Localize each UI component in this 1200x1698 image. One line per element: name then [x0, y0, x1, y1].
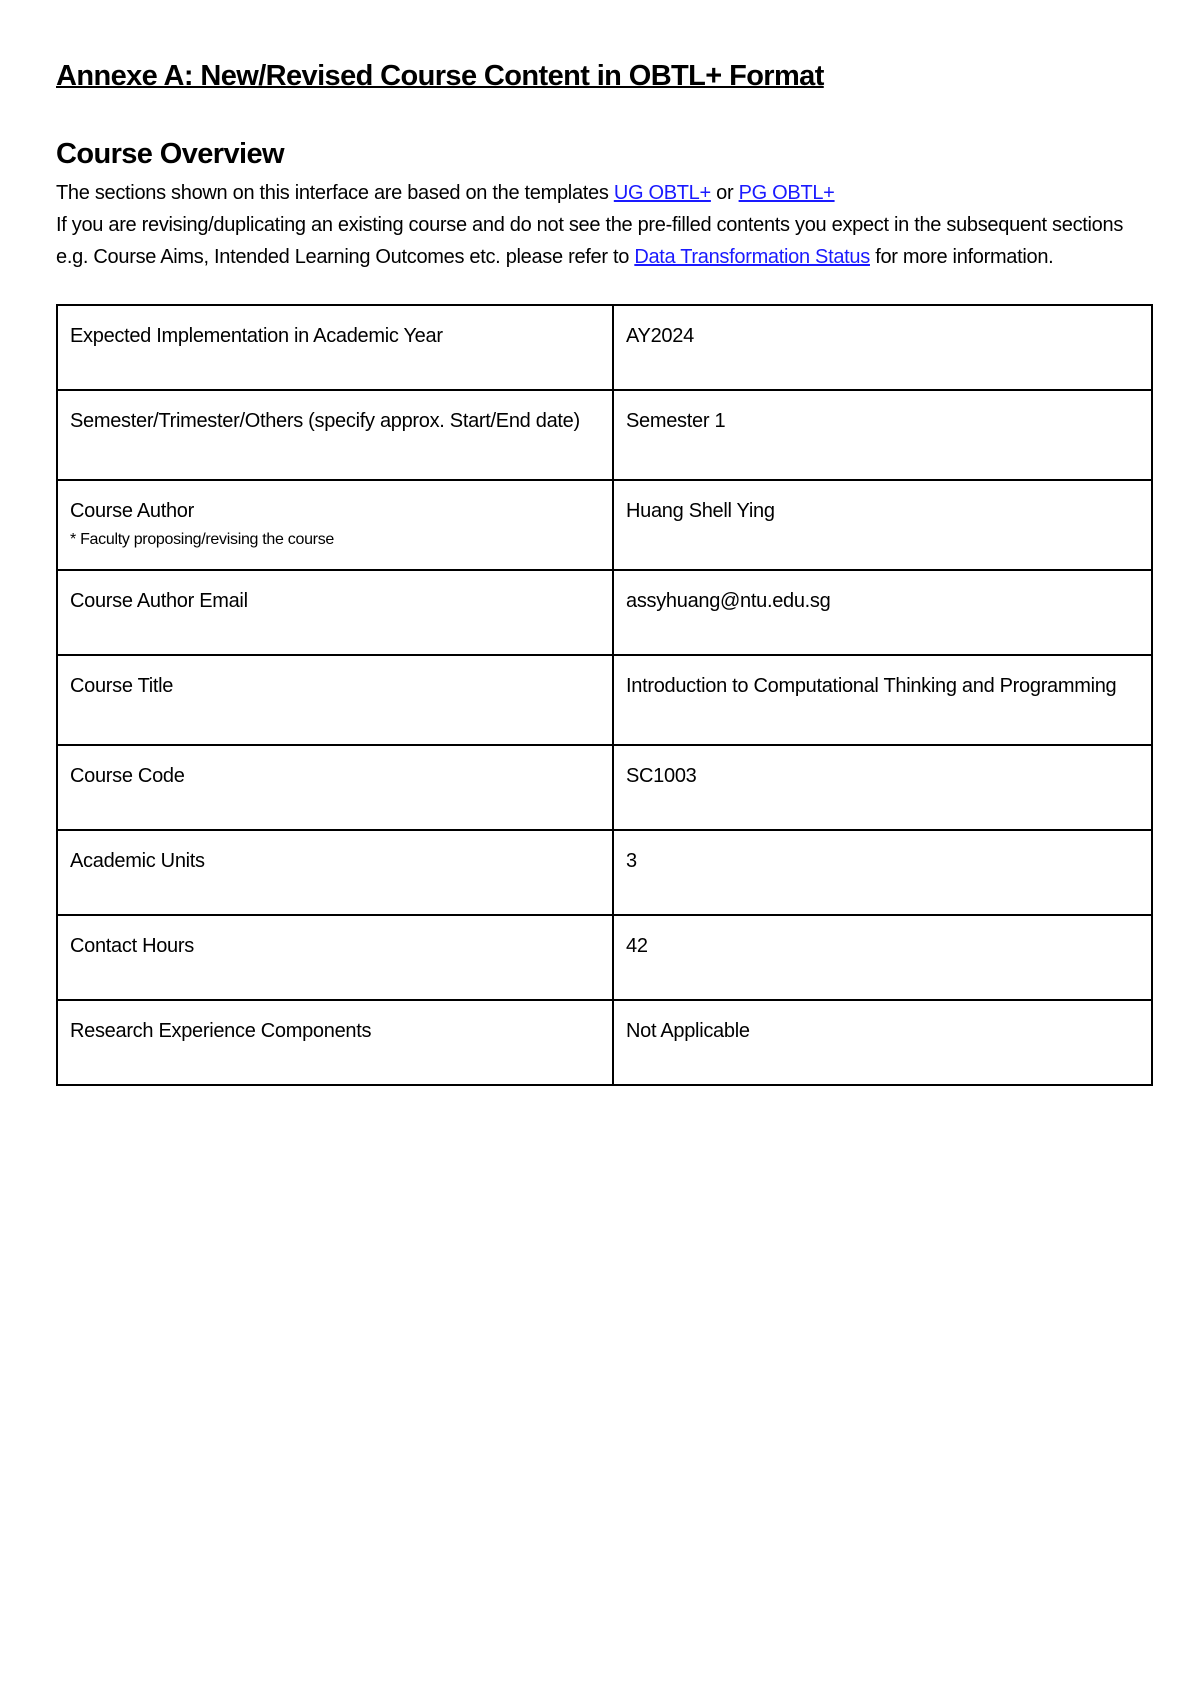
row-label: Course Author [70, 500, 194, 522]
table-row [57, 305, 1152, 390]
ug-obtl-link[interactable]: UG OBTL+ [613, 182, 711, 204]
table-row [57, 570, 1152, 655]
row-value: SC1003 [613, 745, 1152, 830]
row-label: Expected Implementation in Academic Year [57, 305, 613, 390]
table-row [57, 655, 1152, 745]
row-value: Semester 1 [613, 390, 1152, 480]
row-label: Semester/Trimester/Others (specify approx. Start/End date) [57, 390, 613, 480]
table-row [57, 480, 1152, 570]
table-row [57, 1000, 1152, 1085]
table-row [57, 745, 1152, 830]
intro-paragraph [56, 177, 1156, 273]
annex-title: Annexe A: New/Revised Course Content in OBTL+ Format [56, 60, 824, 92]
section-title: Course Overview [56, 138, 284, 170]
row-label: Course Author Email [57, 570, 613, 655]
pg-obtl-link[interactable]: PG OBTL+ [738, 182, 835, 204]
row-label: Research Experience Components [57, 1000, 613, 1085]
data-transformation-status-link[interactable]: Data Transformation Status [634, 246, 870, 268]
intro-or-text: or [710, 182, 739, 204]
course-overview-table [56, 304, 1153, 1086]
row-value: Huang Shell Ying [613, 480, 1152, 570]
row-value: 3 [613, 830, 1152, 915]
intro-text: The sections shown on this interface are based on the templates [56, 182, 614, 204]
row-label: Academic Units [57, 830, 613, 915]
row-label: Contact Hours [57, 915, 613, 1000]
intro-text-2: If you are revising/duplicating an existing course and do not see the pre-filled contents you expect in the subsequent sections e.g. Course Aims, Intended Learning Outcomes etc. please refer to [56, 214, 1124, 268]
intro-text-3: for more information. [869, 246, 1054, 268]
row-note: * Faculty proposing/revising the course [70, 531, 334, 548]
table-row [57, 390, 1152, 480]
row-value: assyhuang@ntu.edu.sg [613, 570, 1152, 655]
row-label: Course Title [57, 655, 613, 745]
row-label: Course Code [57, 745, 613, 830]
row-value: AY2024 [613, 305, 1152, 390]
row-value: Introduction to Computational Thinking and Programming [613, 655, 1152, 745]
table-row [57, 830, 1152, 915]
row-label-with-note [57, 480, 613, 570]
row-value: 42 [613, 915, 1152, 1000]
table-row [57, 915, 1152, 1000]
row-value: Not Applicable [613, 1000, 1152, 1085]
